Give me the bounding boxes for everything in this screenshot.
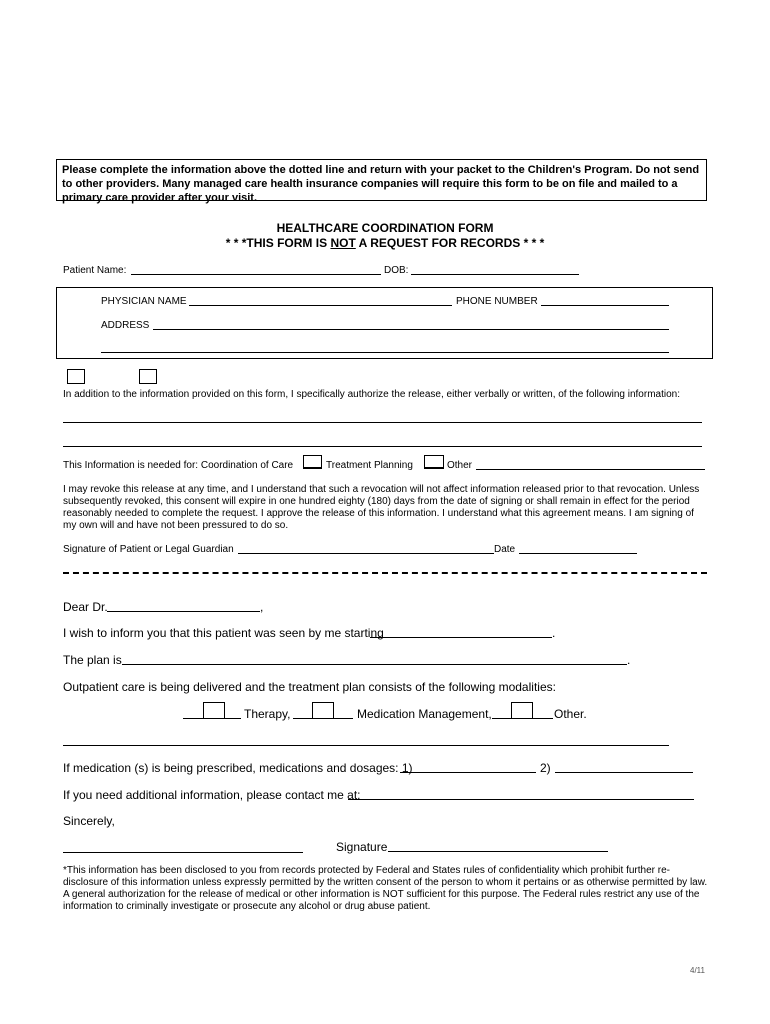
authorized-info-line-2[interactable] bbox=[63, 446, 702, 447]
plan-label: The plan is bbox=[63, 653, 122, 667]
checkbox-1[interactable] bbox=[67, 369, 85, 384]
other-field[interactable] bbox=[476, 469, 705, 470]
seen-period: . bbox=[552, 626, 556, 640]
checkbox-2[interactable] bbox=[139, 369, 157, 384]
medication-2-label: 2) bbox=[540, 761, 551, 775]
signature-guardian-label: Signature of Patient or Legal Guardian bbox=[63, 544, 234, 555]
outpatient-text: Outpatient care is being delivered and the treatment plan consists of the following modalities: bbox=[63, 680, 556, 694]
coordination-of-care-checkbox[interactable] bbox=[303, 455, 322, 469]
other-label: Other bbox=[447, 460, 473, 471]
modalities-notes-field[interactable] bbox=[63, 745, 669, 746]
instructions-notice: Please complete the information above the dotted line and return with your packet to the Children's Program. Do not send to other providers. Many managed care health insurance companies will require this form to be on file and mailed to a primary care provider after your visit. bbox=[56, 159, 707, 201]
medication-1-field[interactable] bbox=[400, 772, 536, 773]
dear-dr-comma: , bbox=[260, 600, 264, 614]
signature-field[interactable] bbox=[388, 851, 608, 852]
dear-dr-field[interactable] bbox=[107, 611, 260, 612]
printed-name-field[interactable] bbox=[63, 852, 303, 853]
phone-number-field[interactable] bbox=[541, 305, 669, 306]
medication-management-label: Medication Management, bbox=[357, 707, 492, 721]
form-title: HEALTHCARE COORDINATION FORM bbox=[276, 221, 494, 235]
subtitle-not: NOT bbox=[330, 236, 356, 250]
page-code: 4/11 bbox=[690, 966, 705, 975]
patient-name-field[interactable] bbox=[131, 274, 381, 275]
contact-label: If you need additional information, please contact me at: bbox=[63, 788, 361, 802]
address-field-line-1[interactable] bbox=[153, 329, 669, 330]
needed-for-label: This Information is needed for: Coordination of Care bbox=[63, 460, 294, 471]
subtitle-after: A REQUEST FOR RECORDS * * * bbox=[355, 236, 545, 250]
medication-label: If medication (s) is being prescribed, medications and dosages: 1) bbox=[63, 761, 413, 775]
patient-name-label: Patient Name: bbox=[63, 265, 127, 276]
contact-field[interactable] bbox=[348, 799, 694, 800]
signature-label: Signature bbox=[336, 840, 388, 854]
modality-other-checkbox[interactable] bbox=[511, 702, 533, 719]
date-label: Date bbox=[494, 544, 516, 555]
modality-other-label: Other. bbox=[554, 707, 587, 721]
confidentiality-notice: *This information has been disclosed to you from records protected by Federal and States rules of confidentiality which prohibit further re-disclosure of this information unless expressly permitted by the written consent of the person to whom it pertains or as otherwise permitted by law. A general authorization for the release of medical or other information is NOT sufficient for this purpose. The Federal rules restrict any use of the information to criminally investigate or prosecute any alcohol or drug abuse patient. bbox=[63, 865, 708, 912]
medication-management-checkbox[interactable] bbox=[312, 702, 334, 719]
authorized-info-line-1[interactable] bbox=[63, 422, 702, 423]
revoke-text: I may revoke this release at any time, and I understand that such a revocation will not affect information released prior to that revocation. Unless subsequently revoked, this consent will expire in one hundred eighty (180) days from the date of signing or shall remain in effect for the period reasonably needed to complete the request. I approve the release of this information. I understand what this agreement means. I am signing of my own will and have not been pressured to do so. bbox=[63, 484, 700, 531]
dob-field[interactable] bbox=[411, 274, 579, 275]
therapy-checkbox[interactable] bbox=[203, 702, 225, 719]
form-subtitle bbox=[0, 236, 770, 250]
address-field-line-2[interactable] bbox=[101, 352, 669, 353]
physician-name-label: PHYSICIAN NAME bbox=[101, 296, 187, 307]
sincerely-label: Sincerely, bbox=[63, 814, 115, 828]
dear-dr-label: Dear Dr. bbox=[63, 600, 108, 614]
plan-field[interactable] bbox=[122, 664, 627, 665]
plan-period: . bbox=[627, 653, 631, 667]
treatment-planning-checkbox[interactable] bbox=[424, 455, 444, 469]
seen-date-field[interactable] bbox=[370, 637, 552, 638]
physician-name-field[interactable] bbox=[189, 305, 452, 306]
subtitle-before: * * *THIS FORM IS bbox=[225, 236, 331, 250]
seen-label: I wish to inform you that this patient was seen by me starting bbox=[63, 626, 384, 640]
dob-label: DOB: bbox=[384, 265, 409, 276]
authorization-text: In addition to the information provided on this form, I specifically authorize the release, either verbally or written, of the following information: bbox=[63, 389, 680, 400]
signature-guardian-field[interactable] bbox=[238, 553, 494, 554]
date-field[interactable] bbox=[519, 553, 637, 554]
dotted-separator bbox=[63, 572, 707, 574]
phone-number-label: PHONE NUMBER bbox=[456, 296, 538, 307]
medication-2-field[interactable] bbox=[555, 772, 693, 773]
address-label: ADDRESS bbox=[101, 320, 150, 331]
treatment-planning-label: Treatment Planning bbox=[326, 460, 413, 471]
therapy-label: Therapy, bbox=[244, 707, 291, 721]
